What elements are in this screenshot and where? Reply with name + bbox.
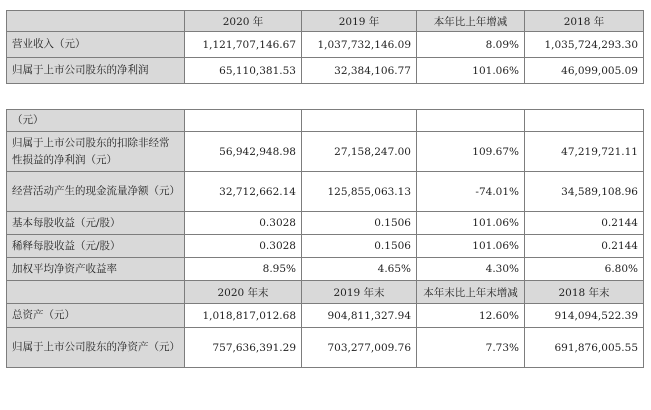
header-cell-blank xyxy=(7,281,185,304)
header-cell-2019-end: 2019 年末 xyxy=(302,281,417,304)
row-label: 归属于上市公司股东的净利润 xyxy=(7,58,185,84)
cell-change: 109.67% xyxy=(417,132,525,172)
header-cell-2018-end: 2018 年末 xyxy=(525,281,644,304)
header-cell-change: 本年比上年增减 xyxy=(417,11,525,32)
cell-2020: 0.3028 xyxy=(185,212,302,235)
cell-change: 101.06% xyxy=(417,235,525,258)
table-row xyxy=(7,235,644,258)
header-cell-2018: 2018 年 xyxy=(525,11,644,32)
cell-2019: 125,855,063.13 xyxy=(302,172,417,212)
cell-change xyxy=(417,110,525,132)
table-row xyxy=(7,172,644,212)
header-cell-2020: 2020 年 xyxy=(185,11,302,32)
row-label: 总资产（元） xyxy=(7,304,185,328)
table-row xyxy=(7,328,644,368)
table-header-row xyxy=(7,11,644,32)
cell-2018: 914,094,522.39 xyxy=(525,304,644,328)
cell-2020: 32,712,662.14 xyxy=(185,172,302,212)
row-label: 营业收入（元） xyxy=(7,32,185,58)
cell-2019 xyxy=(302,110,417,132)
cell-2019: 1,037,732,146.09 xyxy=(302,32,417,58)
cell-2020: 0.3028 xyxy=(185,235,302,258)
cell-2018: 0.2144 xyxy=(525,235,644,258)
cell-2019: 0.1506 xyxy=(302,212,417,235)
cell-change: -74.01% xyxy=(417,172,525,212)
cell-2020: 757,636,391.29 xyxy=(185,328,302,368)
row-label: 加权平均净资产收益率 xyxy=(7,258,185,281)
cell-2019: 32,384,106.77 xyxy=(302,58,417,84)
cell-2018: 1,035,724,293.30 xyxy=(525,32,644,58)
table-row xyxy=(7,212,644,235)
header-cell-2019: 2019 年 xyxy=(302,11,417,32)
row-label: 归属于上市公司股东的净资产（元） xyxy=(7,328,185,368)
cell-2018: 691,876,005.55 xyxy=(525,328,644,368)
cell-2018: 6.80% xyxy=(525,258,644,281)
table-row xyxy=(7,258,644,281)
cell-2020: 1,121,707,146.67 xyxy=(185,32,302,58)
cell-change: 7.73% xyxy=(417,328,525,368)
header-cell-change-end: 本年末比上年末增减 xyxy=(417,281,525,304)
cell-2018: 0.2144 xyxy=(525,212,644,235)
table-row xyxy=(7,32,644,58)
row-label: 经营活动产生的现金流量净额（元） xyxy=(7,172,185,212)
cell-change: 12.60% xyxy=(417,304,525,328)
row-label: 基本每股收益（元/股） xyxy=(7,212,185,235)
cell-change: 4.30% xyxy=(417,258,525,281)
table-row xyxy=(7,110,644,132)
financial-detail-table xyxy=(6,109,644,368)
cell-2019: 904,811,327.94 xyxy=(302,304,417,328)
table-row xyxy=(7,58,644,84)
cell-2018: 34,589,108.96 xyxy=(525,172,644,212)
row-label: 稀释每股收益（元/股） xyxy=(7,235,185,258)
cell-2020: 56,942,948.98 xyxy=(185,132,302,172)
cell-change: 101.06% xyxy=(417,212,525,235)
table-row xyxy=(7,304,644,328)
cell-2018 xyxy=(525,110,644,132)
header-cell-2020-end: 2020 年末 xyxy=(185,281,302,304)
row-label: （元） xyxy=(7,110,185,132)
cell-2019: 27,158,247.00 xyxy=(302,132,417,172)
cell-2018: 46,099,005.09 xyxy=(525,58,644,84)
table-row xyxy=(7,132,644,172)
cell-2020: 8.95% xyxy=(185,258,302,281)
cell-2020: 1,018,817,012.68 xyxy=(185,304,302,328)
financial-summary-table xyxy=(6,10,644,84)
cell-2019: 703,277,009.76 xyxy=(302,328,417,368)
cell-2019: 0.1506 xyxy=(302,235,417,258)
header-cell-blank xyxy=(7,11,185,32)
cell-2019: 4.65% xyxy=(302,258,417,281)
cell-change: 8.09% xyxy=(417,32,525,58)
cell-2018: 47,219,721.11 xyxy=(525,132,644,172)
row-label: 归属于上市公司股东的扣除非经常性损益的净利润（元） xyxy=(7,132,185,172)
cell-2020 xyxy=(185,110,302,132)
table-header-row xyxy=(7,281,644,304)
cell-change: 101.06% xyxy=(417,58,525,84)
cell-2020: 65,110,381.53 xyxy=(185,58,302,84)
